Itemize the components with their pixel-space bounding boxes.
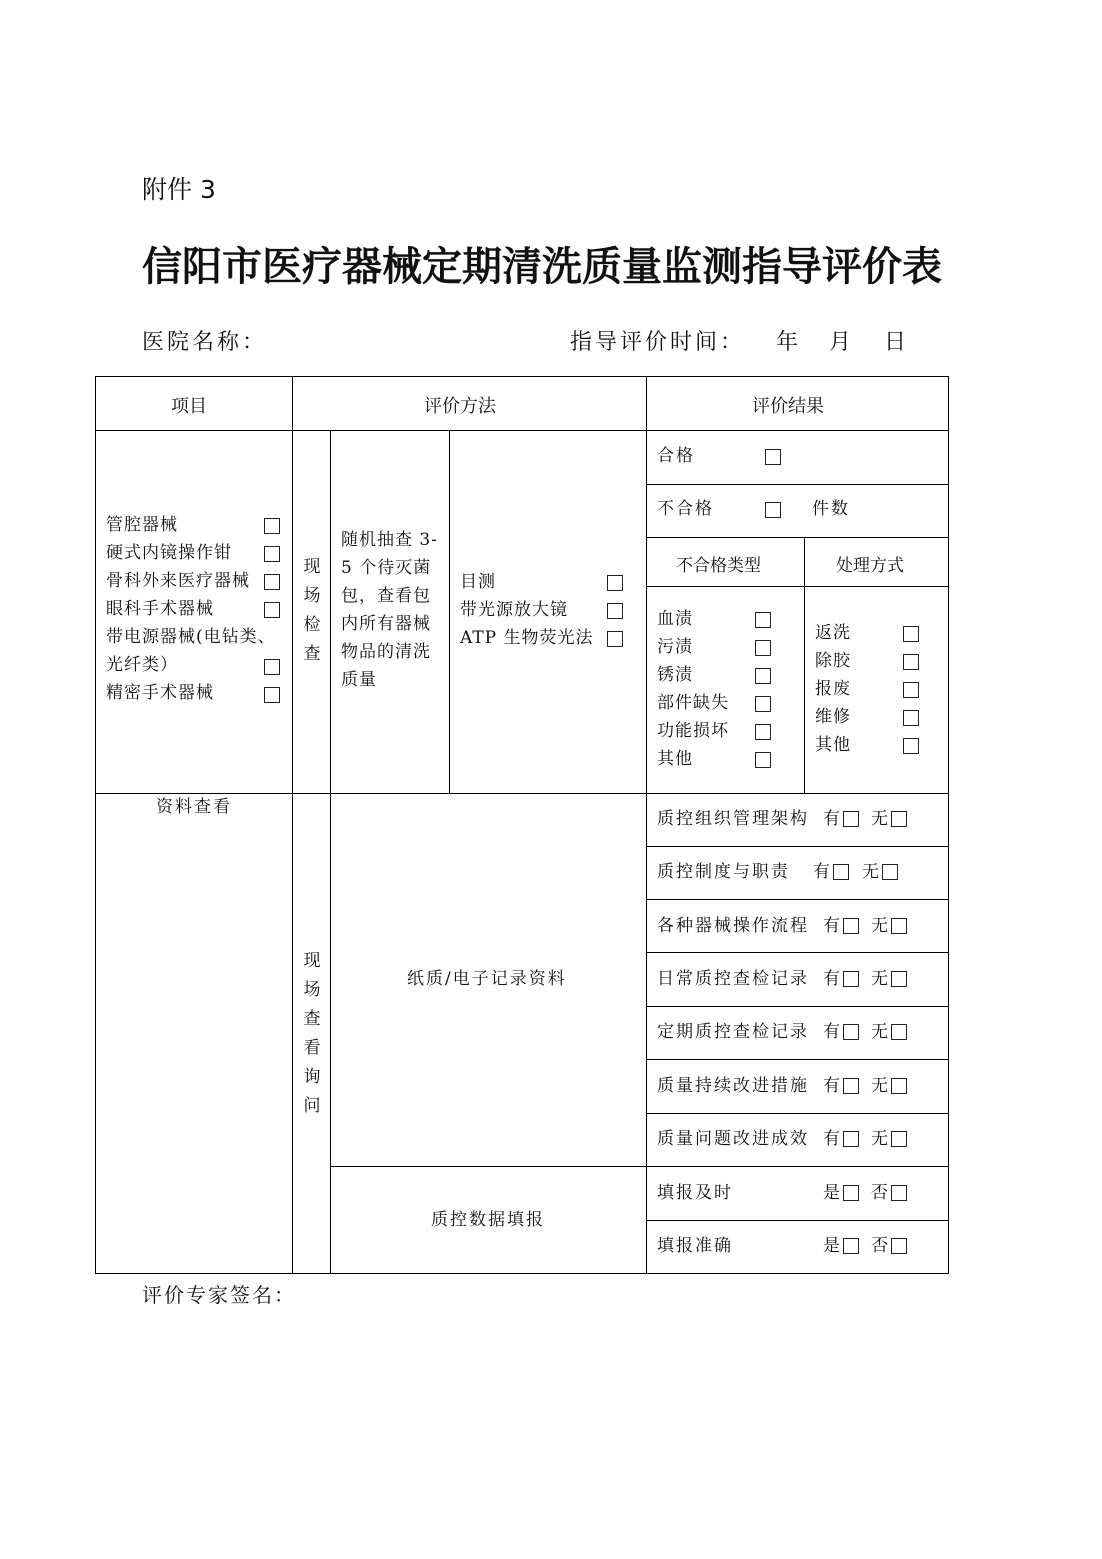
month-label: 月 (829, 330, 855, 355)
pass-label: 合格 (657, 446, 695, 466)
instrument-item: 硬式内镜操作钳 (106, 543, 232, 563)
checkbox-fail-other[interactable] (755, 752, 771, 768)
fail-type-item: 部件缺失 (657, 693, 729, 713)
checkbox-no[interactable] (891, 1024, 907, 1040)
col-header-result: 评价结果 (752, 396, 824, 417)
checkbox-handling-other[interactable] (903, 738, 919, 754)
shi-label: 是 (823, 1183, 842, 1203)
report-item: 填报准确 (657, 1236, 733, 1256)
no-label: 无 (871, 1076, 890, 1096)
fail-type-item: 锈渍 (657, 665, 693, 685)
col-header-item: 项目 (171, 396, 207, 417)
no-label: 无 (871, 916, 890, 936)
no-label: 无 (871, 969, 890, 989)
checkbox-no[interactable] (891, 918, 907, 934)
checkbox-rust[interactable] (755, 668, 771, 684)
yes-label: 有 (813, 862, 832, 882)
checkbox-shi[interactable] (843, 1238, 859, 1254)
checkbox-no[interactable] (891, 971, 907, 987)
checkbox-scrap[interactable] (903, 682, 919, 698)
record-item: 日常质控查检记录 (657, 969, 809, 989)
method-type-onsite-inquiry: 现 场 查 看 询 问 (303, 951, 321, 1116)
checkbox-fou[interactable] (891, 1238, 907, 1254)
fail-type-list (657, 605, 729, 773)
yes-label: 有 (823, 809, 842, 829)
instrument-item: 光纤类） (106, 655, 178, 675)
eval-time-label: 指导评价时间： (570, 330, 746, 355)
checkbox-no[interactable] (891, 1078, 907, 1094)
handling-item: 除胶 (815, 651, 851, 671)
no-label: 无 (862, 862, 881, 882)
checkbox-lumen[interactable] (264, 518, 280, 534)
checkbox-yes[interactable] (843, 1131, 859, 1147)
checkbox-endoscope[interactable] (264, 546, 280, 562)
fail-type-item: 血渍 (657, 609, 693, 629)
hospital-name-label: 医院名称： (142, 330, 268, 355)
records-label: 纸质/电子记录资料 (407, 969, 567, 989)
instrument-item: 眼科手术器械 (106, 599, 214, 619)
fou-label: 否 (871, 1236, 890, 1256)
yes-label: 有 (823, 1076, 842, 1096)
record-item: 各种器械操作流程 (657, 916, 809, 936)
checkbox-yes[interactable] (843, 918, 859, 934)
yes-label: 有 (823, 916, 842, 936)
checkbox-visual[interactable] (607, 575, 623, 591)
checkbox-yes[interactable] (843, 971, 859, 987)
checkbox-yes[interactable] (843, 811, 859, 827)
checkbox-yes[interactable] (833, 864, 849, 880)
checkbox-shi[interactable] (843, 1185, 859, 1201)
instrument-item: 带电源器械(电钻类、 (106, 627, 276, 647)
instrument-item: 骨科外来医疗器械 (106, 571, 250, 591)
fail-type-item: 功能损坏 (657, 721, 729, 741)
record-item: 质控制度与职责 (657, 862, 790, 882)
fail-label: 不合格 (657, 499, 714, 519)
record-item: 定期质控查检记录 (657, 1022, 809, 1042)
checkbox-rewash[interactable] (903, 626, 919, 642)
no-label: 无 (871, 809, 890, 829)
checkbox-powered[interactable] (264, 659, 280, 675)
fail-type-item: 污渍 (657, 637, 693, 657)
yes-label: 有 (823, 1129, 842, 1149)
attachment-label: 附件 3 (142, 175, 216, 204)
count-label: 件数 (812, 499, 850, 519)
record-item: 质量持续改进措施 (657, 1076, 809, 1096)
instrument-item: 管腔器械 (106, 515, 178, 535)
day-label: 日 (884, 330, 910, 355)
checkbox-ophthalmic[interactable] (264, 602, 280, 618)
fail-type-item: 其他 (657, 749, 693, 769)
sampling-description: 随机抽查 3- 5 个待灭菌 包，查看包 内所有器械 物品的清洗 质量 (341, 530, 438, 690)
checkbox-no[interactable] (882, 864, 898, 880)
yes-label: 有 (823, 969, 842, 989)
document-review-label: 资料查看 (156, 797, 232, 817)
report-item: 填报及时 (657, 1183, 733, 1203)
checkbox-repair[interactable] (903, 710, 919, 726)
checkbox-fail[interactable] (765, 502, 781, 518)
no-label: 无 (871, 1129, 890, 1149)
checkbox-damaged[interactable] (755, 724, 771, 740)
checkbox-yes[interactable] (843, 1078, 859, 1094)
signature-label: 评价专家签名： (142, 1283, 296, 1307)
checkbox-pass[interactable] (765, 449, 781, 465)
checkbox-fou[interactable] (891, 1185, 907, 1201)
checkbox-stain[interactable] (755, 640, 771, 656)
handling-item: 报废 (815, 679, 851, 699)
detection-methods (460, 568, 594, 652)
record-item: 质量问题改进成效 (657, 1129, 809, 1149)
no-label: 无 (871, 1022, 890, 1042)
checkbox-precision[interactable] (264, 687, 280, 703)
detection-method-item: 带光源放大镜 (460, 600, 568, 620)
yes-label: 有 (823, 1022, 842, 1042)
data-report-label: 质控数据填报 (431, 1210, 545, 1230)
checkbox-no[interactable] (891, 1131, 907, 1147)
detection-method-item: 目测 (460, 572, 496, 592)
col-header-method: 评价方法 (424, 396, 496, 417)
handling-list (815, 619, 851, 759)
fail-type-header: 不合格类型 (676, 556, 761, 576)
record-item: 质控组织管理架构 (657, 809, 809, 829)
checkbox-orthopedic[interactable] (264, 574, 280, 590)
page-title: 信阳市医疗器械定期清洗质量监测指导评价表 (142, 244, 942, 290)
checkbox-no[interactable] (891, 811, 907, 827)
fou-label: 否 (871, 1183, 890, 1203)
handling-item: 维修 (815, 707, 851, 727)
instrument-list (106, 511, 276, 707)
detection-method-item: ATP 生物荧光法 (460, 628, 594, 648)
checkbox-degum[interactable] (903, 654, 919, 670)
checkbox-atp[interactable] (607, 631, 623, 647)
handling-header: 处理方式 (836, 556, 904, 576)
year-label: 年 (776, 330, 802, 355)
checkbox-magnifier[interactable] (607, 603, 623, 619)
handling-item: 返洗 (815, 623, 851, 643)
checkbox-missing-part[interactable] (755, 696, 771, 712)
shi-label: 是 (823, 1236, 842, 1256)
checkbox-blood[interactable] (755, 612, 771, 628)
handling-item: 其他 (815, 735, 851, 755)
instrument-item: 精密手术器械 (106, 683, 214, 703)
checkbox-yes[interactable] (843, 1024, 859, 1040)
method-type-onsite-inspection: 现 场 检 查 (303, 557, 321, 664)
